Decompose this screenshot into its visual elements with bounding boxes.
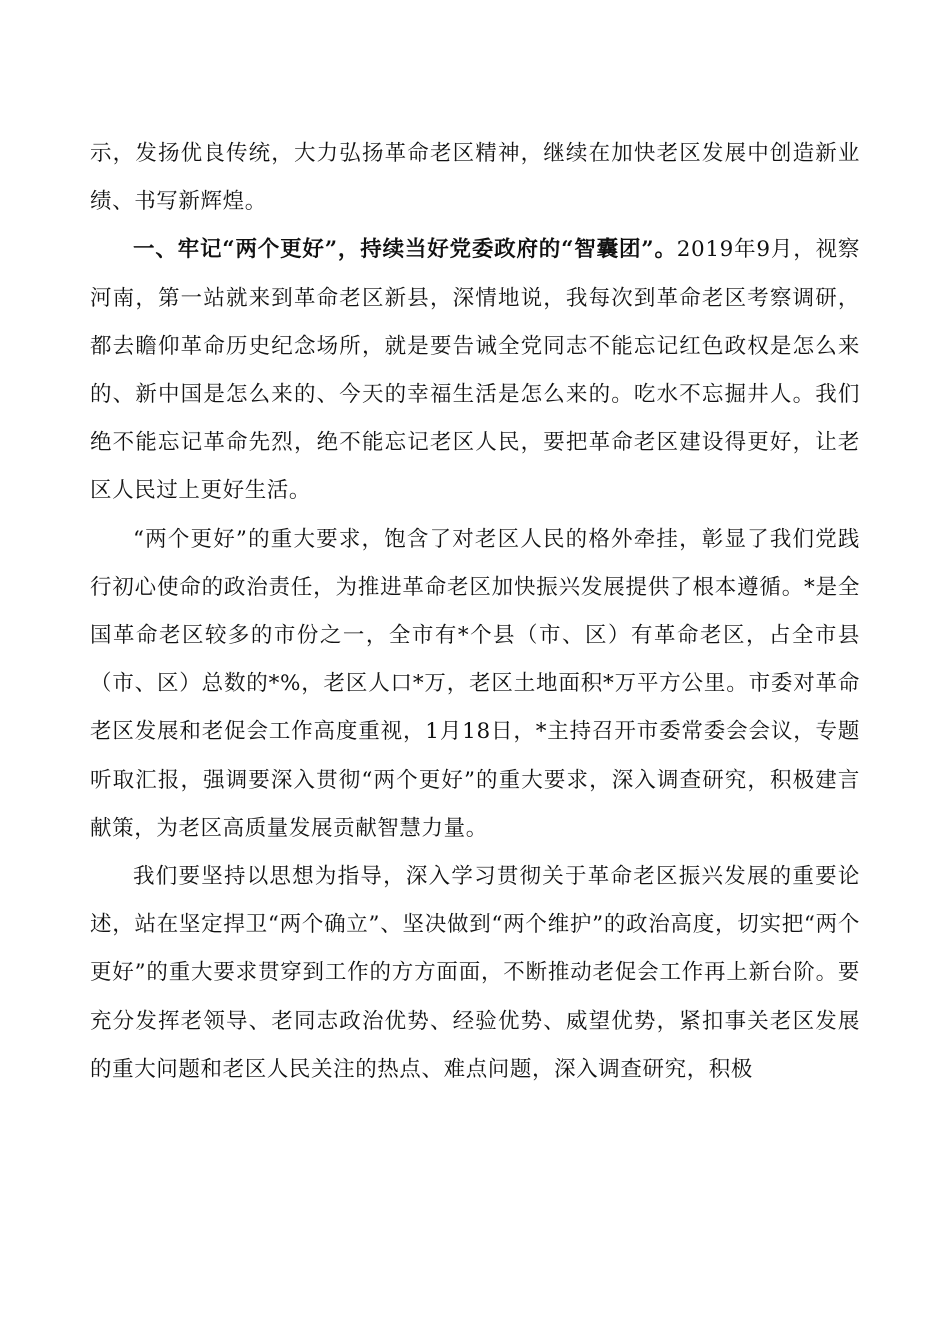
paragraph-text: “两个更好”的重大要求，饱含了对老区人民的格外牵挂，彰显了我们党践行初心使命的政治责任，为推进革命老区加快振兴发展提供了根本遵循。*是全国革命老区较多的市份之一，全市有*个县（市、区）有革命老区，占全市县（市、区）总数的*%，老区人口*万，老区土地面积*万平方公里。市委对革命老区发展和老促会工作高度重视，1月18日，*主持召开市委常委会会议，专题听取汇报，强调要深入贯彻“两个更好”的重大要求，深入调查研究，积极建言献策，为老区高质量发展贡献智慧力量。 [90,526,860,841]
paragraph-section-one [90,226,860,515]
paragraph-text: 我们要坚持以思想为指导，深入学习贯彻关于革命老区振兴发展的重要论述，站在坚定捍卫“两个确立”、坚决做到“两个维护”的政治高度，切实把“两个更好”的重大要求贯穿到工作的方方面面，不断推动老促会工作再上新台阶。要充分发挥老领导、老同志政治优势、经验优势、威望优势，紧扣事关老区发展的重大问题和老区人民关注的热点、难点问题，深入调查研究，积极 [90,864,860,1082]
paragraph-continuation [90,130,860,226]
paragraph-text: 示，发扬优良传统，大力弘扬革命老区精神，继续在加快老区发展中创造新业绩、书写新辉煌。 [90,141,860,215]
section-heading: 一、牢记“两个更好”，持续当好党委政府的“智囊团”。 [133,237,677,263]
paragraph-we-must [90,853,860,1094]
paragraph-two-better [90,516,860,853]
document-body [90,130,860,1094]
paragraph-text: 2019年9月，视察河南，第一站就来到革命老区新县，深情地说，我每次到革命老区考察调研，都去瞻仰革命历史纪念场所，就是要告诫全党同志不能忘记红色政权是怎么来的、新中国是怎么来的、今天的幸福生活是怎么来的。吃水不忘掘井人。我们绝不能忘记革命先烈，绝不能忘记老区人民，要把革命老区建设得更好，让老区人民过上更好生活。 [90,237,860,504]
